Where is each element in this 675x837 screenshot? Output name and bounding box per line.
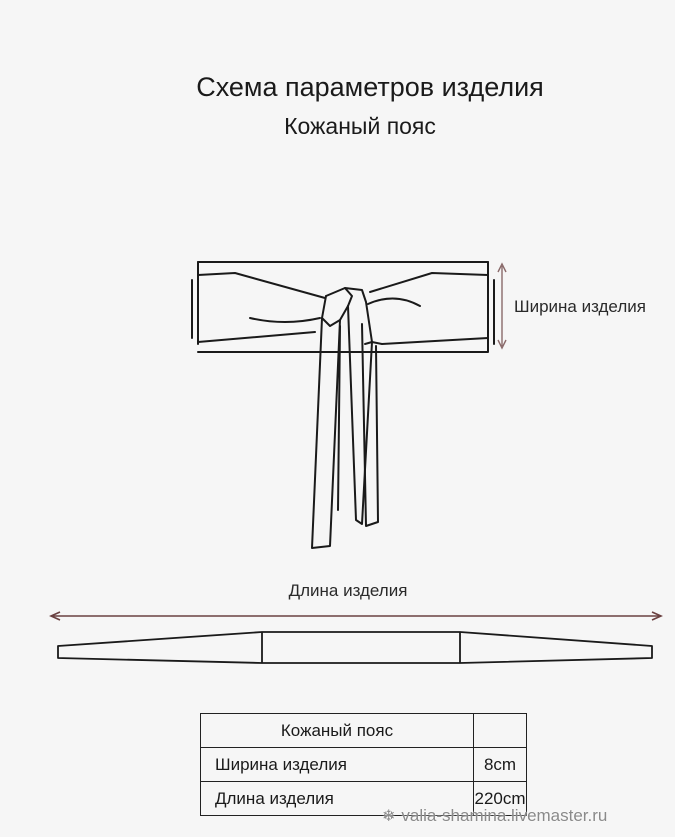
table-row	[201, 748, 527, 782]
row-value: 220cm	[474, 782, 527, 816]
length-dimension-arrow	[51, 612, 661, 620]
row-name: Длина изделия	[201, 782, 474, 816]
page-title: Схема параметров изделия	[196, 72, 544, 102]
row-value: 8cm	[474, 748, 527, 782]
table-header: Кожаный пояс	[201, 714, 474, 748]
table-header-empty	[474, 714, 527, 748]
tied-belt-illustration	[192, 262, 494, 548]
snowflake-icon: ❄	[382, 808, 396, 825]
flat-belt-outline	[58, 632, 652, 663]
watermark-text: valia-shamina.livemaster.ru	[401, 806, 608, 825]
page-subtitle: Кожаный пояс	[284, 113, 436, 139]
table-header-row	[201, 714, 527, 748]
spec-table	[200, 713, 527, 816]
width-label: Ширина изделия	[514, 297, 646, 316]
width-dimension-arrow	[498, 264, 506, 348]
row-name: Ширина изделия	[201, 748, 474, 782]
watermark	[382, 806, 607, 826]
length-label: Длина изделия	[288, 581, 408, 600]
